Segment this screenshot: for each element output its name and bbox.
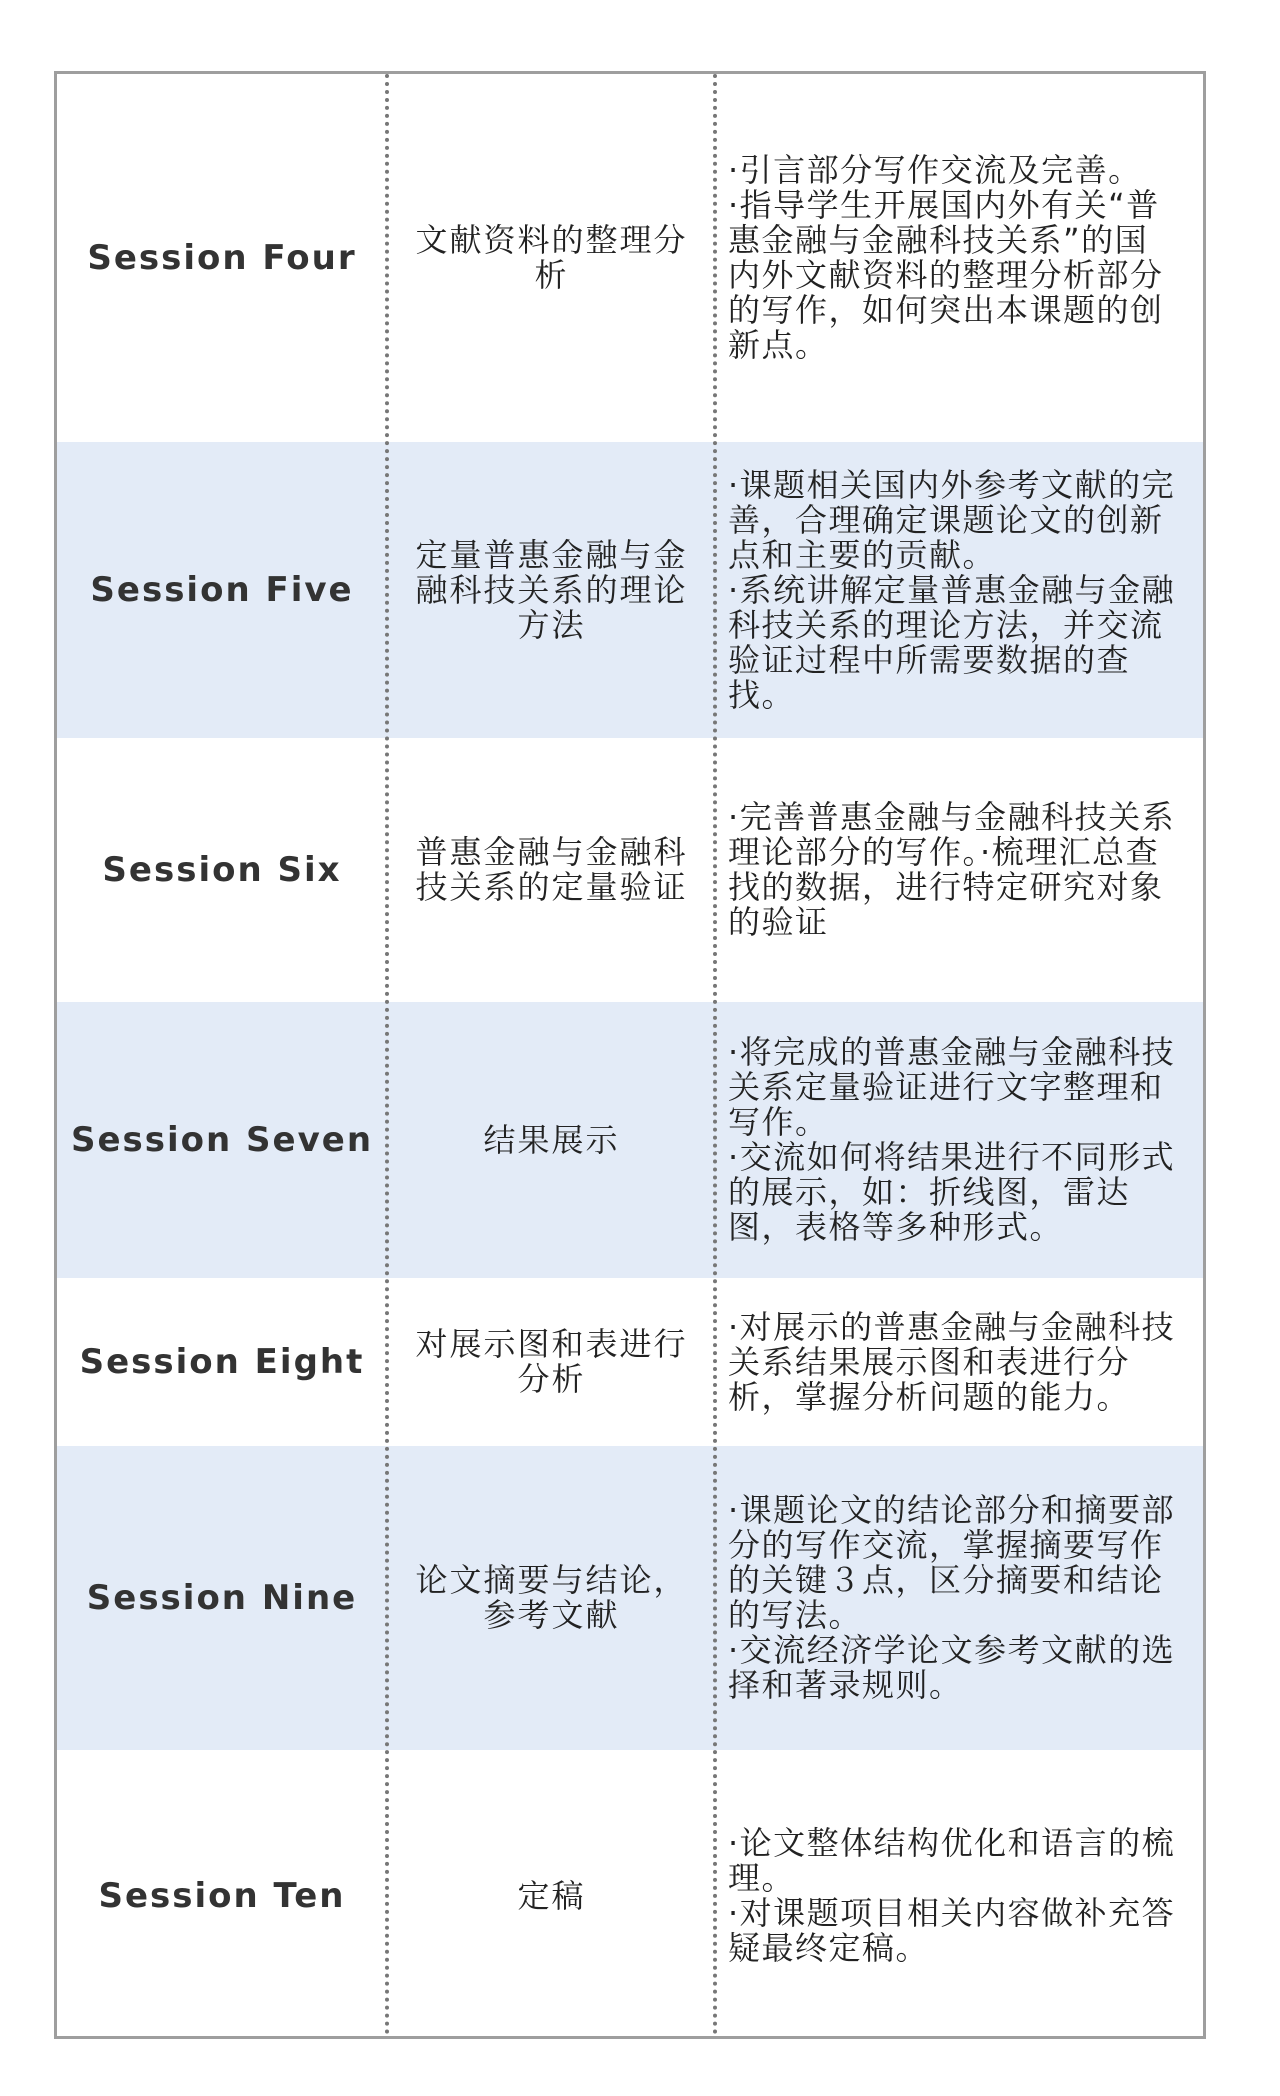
detail-item: ·课题相关国内外参考文献的完善，合理确定课题论文的创新点和主要的贡献。 [728, 465, 1176, 574]
session-topic: 论文摘要与结论，参考文献 [415, 1561, 688, 1634]
session-label: Session Six [102, 850, 342, 890]
session-details [716, 442, 1203, 738]
detail-item: ·论文整体结构优化和语言的梳理。 [728, 1824, 1176, 1897]
column-divider [713, 74, 717, 2036]
column-divider [385, 74, 389, 2036]
detail-item: ·交流经济学论文参考文献的选择和著录规则。 [728, 1631, 1176, 1704]
table-row [57, 1002, 1203, 1278]
session-details [716, 1750, 1203, 2039]
session-topic: 定量普惠金融与金融科技关系的理论方法 [415, 535, 688, 644]
detail-item: ·对展示的普惠金融与金融科技关系结果展示图和表进行分析，掌握分析问题的能力。 [728, 1307, 1176, 1416]
schedule-table [54, 71, 1206, 2039]
session-label: Session Five [90, 570, 354, 610]
detail-item: ·将完成的普惠金融与金融科技关系定量验证进行文字整理和写作。 [728, 1033, 1176, 1141]
session-details [716, 1278, 1203, 1446]
detail-item: ·引言部分写作交流及完善。 [728, 151, 1142, 189]
session-topic: 文献资料的整理分析 [415, 221, 688, 294]
session-details [716, 738, 1203, 1002]
session-label: Session Ten [98, 1876, 346, 1916]
session-label: Session Four [87, 238, 357, 278]
session-label: Session Nine [86, 1578, 358, 1618]
detail-item: ·系统讲解定量普惠金融与金融科技关系的理论方法，并交流验证过程中所需要数据的查找。 [728, 570, 1176, 714]
detail-item: ·对课题项目相关内容做补充答疑最终定稿。 [728, 1894, 1176, 1967]
table-row [57, 74, 1203, 442]
table-row [57, 1278, 1203, 1446]
session-details [716, 1002, 1203, 1278]
session-topic: 对展示图和表进行分析 [415, 1325, 688, 1398]
detail-item: ·指导学生开展国内外有关“普惠金融与金融科技关系”的国内外文献资料的整理分析部分的写作，如何突出本课题的创新点。 [728, 186, 1164, 364]
detail-item: ·交流如何将结果进行不同形式的展示，如：折线图，雷达图，表格等多种形式。 [728, 1138, 1176, 1246]
table-row [57, 442, 1203, 738]
session-topic: 定稿 [517, 1876, 586, 1915]
session-label: Session Eight [79, 1342, 365, 1382]
session-topic: 结果展示 [483, 1120, 620, 1159]
session-label: Session Seven [70, 1120, 374, 1160]
table-row [57, 738, 1203, 1002]
table-row [57, 1446, 1203, 1750]
session-details [716, 74, 1203, 442]
detail-item: ·课题论文的结论部分和摘要部分的写作交流，掌握摘要写作的关键３点，区分摘要和结论的写法。 [728, 1491, 1176, 1634]
table-row [57, 1750, 1203, 2039]
session-topic: 普惠金融与金融科技关系的定量验证 [415, 833, 688, 906]
session-details [716, 1446, 1203, 1750]
detail-item: ·完善普惠金融与金融科技关系理论部分的写作。·梳理汇总查找的数据，进行特定研究对象的验证 [728, 798, 1176, 941]
